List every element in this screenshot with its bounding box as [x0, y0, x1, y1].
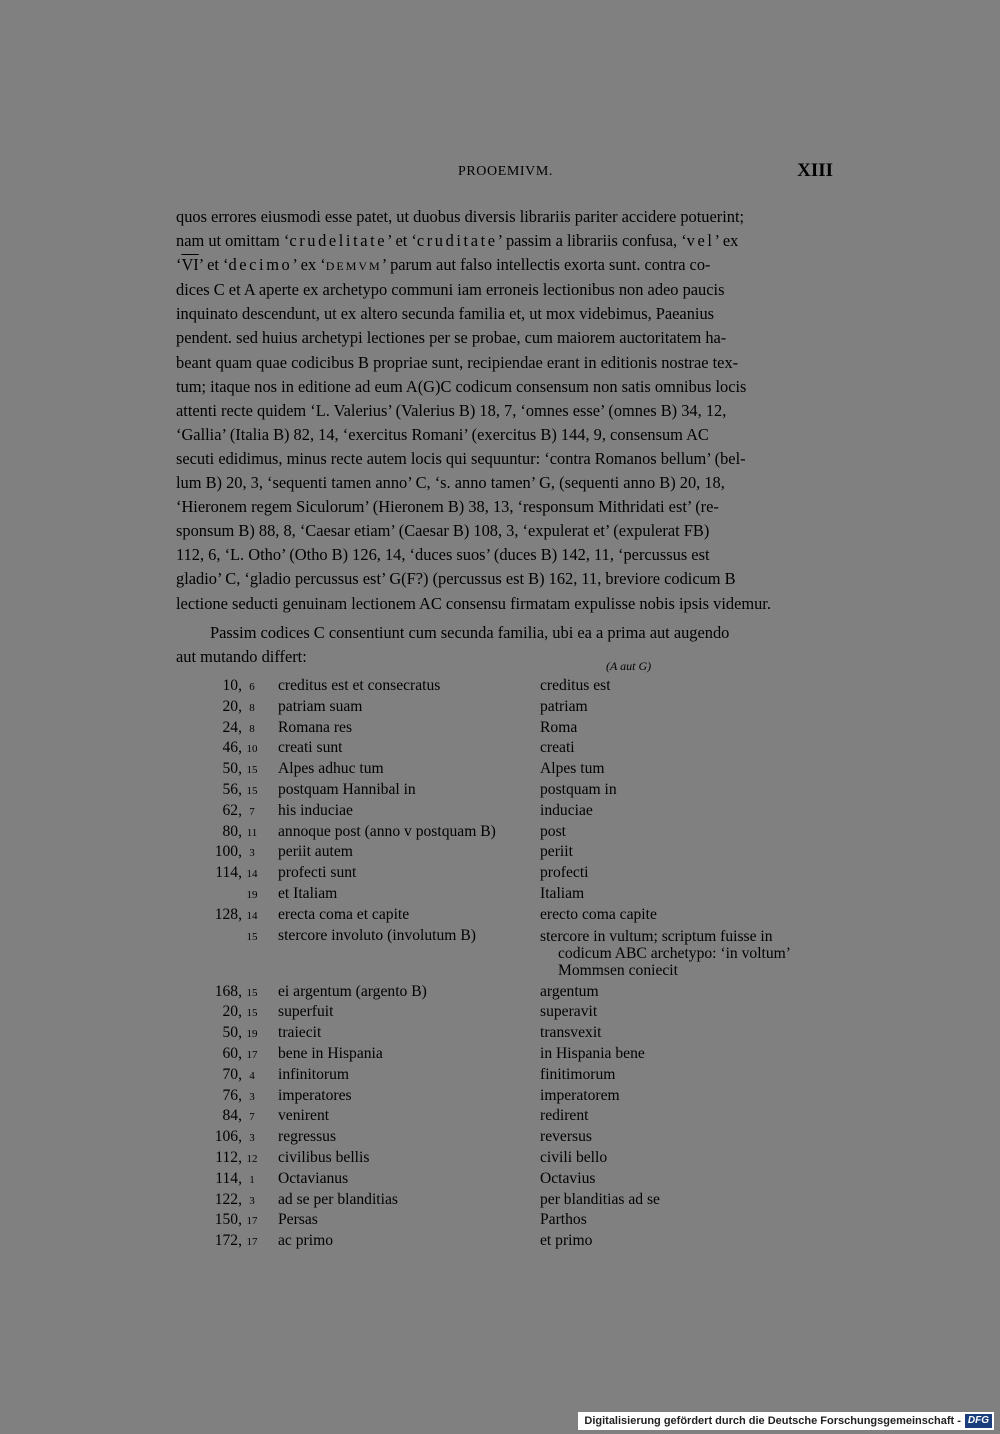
ref-line: 14 — [246, 909, 258, 922]
ref-line: 19 — [246, 888, 258, 901]
reference — [223, 759, 263, 781]
ref-line: 11 — [246, 826, 258, 839]
ref-line: 15 — [246, 764, 258, 777]
variant-line: redirent — [540, 1107, 589, 1125]
variant-reading — [540, 928, 832, 979]
variant-reading — [540, 1044, 832, 1065]
table-row — [0, 676, 1000, 697]
variant-line: post — [540, 822, 566, 840]
variant-line: patriam — [540, 697, 588, 715]
text-line: Passim codices C consentiunt cum secunda familia, ubi ea a prima aut augendo — [210, 623, 730, 642]
text-line: lectione seducti genuinam lectionem AC consensu firmatam expulisse nobis ipsis videmur. — [176, 593, 771, 613]
lemma: regressus — [278, 1128, 337, 1146]
ref-page: 10, — [222, 677, 242, 694]
text-line: 112, 6, ‘L. Otho’ (Otho B) 126, 14, ‘duces suos’ (duces B) 142, 11, ‘percussus est — [176, 545, 710, 565]
ref-page: 114, — [215, 1169, 242, 1187]
ref-page: 122, — [214, 1190, 242, 1208]
ref-line: 15 — [246, 986, 258, 999]
running-title: PROOEMIVM. — [457, 164, 554, 179]
reference — [215, 842, 262, 864]
ref-line: 15 — [246, 784, 258, 797]
ref-page: 20, — [222, 697, 242, 715]
lemma: periit autem — [278, 843, 353, 861]
table-row — [0, 759, 1000, 780]
variant-line: reversus — [540, 1128, 592, 1146]
variant-line: Alpes tum — [540, 760, 605, 778]
table-row — [0, 1169, 1000, 1190]
reference — [223, 1065, 263, 1087]
variant-line: periit — [540, 843, 573, 861]
text-line: inquinato descendunt, ut ex altero secunda familia et, ut mox videbimus, Paeanius — [176, 304, 715, 324]
lemma: creati sunt — [278, 739, 343, 757]
table-row — [0, 982, 1000, 1003]
variant-line: Italiam — [540, 884, 585, 902]
ref-line: 7 — [249, 1111, 255, 1124]
table-row — [0, 718, 1000, 739]
variant-line: in Hispania bene — [540, 1044, 645, 1062]
table-row — [0, 1044, 1000, 1065]
lemma: imperatores — [278, 1086, 352, 1104]
lemma: ad se per blanditias — [278, 1190, 398, 1208]
variant-reading — [540, 1002, 832, 1023]
ref-line: 15 — [246, 930, 258, 943]
ref-page: 46, — [222, 739, 242, 757]
variant-reading — [540, 1169, 832, 1190]
text-line: dices C et A aperte ex archetypo communi iam erroneis lectionibus non adeo paucis — [176, 280, 725, 300]
table-row — [0, 1023, 1000, 1044]
variant-line: induciae — [540, 801, 593, 819]
variant-line: per blanditias ad se — [540, 1190, 660, 1208]
ref-line: 8 — [249, 722, 255, 735]
lemma: Persas — [278, 1211, 318, 1229]
table-row — [0, 1127, 1000, 1148]
variant-line: superavit — [540, 1003, 598, 1021]
table-row — [0, 780, 1000, 801]
lemma: civilibus bellis — [278, 1148, 370, 1166]
variant-reading — [540, 822, 832, 843]
text-line: quos errores eiusmodi esse patet, ut duobus diversis librariis pariter accidere potuerint; — [176, 207, 745, 226]
variant-reading — [540, 842, 832, 863]
lemma: superfuit — [278, 1003, 334, 1021]
lemma: traiecit — [278, 1024, 322, 1042]
reference — [223, 1106, 263, 1128]
ref-line: 3 — [249, 1132, 255, 1145]
lemma: Octavianus — [278, 1169, 349, 1187]
ref-line: 12 — [246, 1152, 258, 1165]
lemma: stercore involuto (involutum B) — [278, 926, 476, 944]
variant-reading — [540, 1086, 832, 1107]
table-row — [0, 1002, 1000, 1023]
variant-reading — [540, 738, 832, 759]
ref-line: 3 — [249, 1194, 255, 1207]
variant-line: imperatorem — [540, 1086, 620, 1104]
ref-line: 19 — [246, 1028, 258, 1041]
variant-line: codicum ABC archetypo: ‘in voltum’ — [558, 944, 791, 962]
lemma: his induciae — [278, 801, 353, 819]
reference — [223, 1023, 263, 1045]
ref-page: 128, — [214, 905, 242, 923]
text-line: attenti recte quidem ‘L. Valerius’ (Valerius B) 18, 7, ‘omnes esse’ (omnes B) 34, 12, — [176, 400, 727, 420]
lemma: Alpes adhuc tum — [278, 760, 384, 778]
ref-line: 8 — [249, 701, 255, 714]
variant-line: Mommsen coniecit — [558, 961, 678, 979]
ref-page: 60, — [222, 1044, 242, 1062]
variant-line: stercore in vultum; scriptum fuisse in — [540, 927, 773, 945]
reference — [223, 676, 263, 698]
reference — [223, 801, 263, 823]
ref-line: 4 — [249, 1069, 255, 1082]
variant-line: profecti — [540, 864, 589, 882]
ref-line: 10 — [246, 743, 258, 756]
text-line: ‘$\overline{VI}$’ et ‘decimo’ ex ‘DEMVM’ parum aut falso intellectis exorta sunt. contra co- — [176, 255, 711, 275]
reference — [215, 1169, 262, 1191]
table-row — [0, 884, 1000, 905]
variant-reading — [540, 801, 832, 822]
lemma: profecti sunt — [278, 864, 357, 882]
page-number: XIII — [797, 160, 833, 181]
reference — [242, 884, 262, 906]
lemma: infinitorum — [278, 1065, 350, 1083]
reference — [215, 1127, 262, 1149]
text-line: aut mutando differt: — [176, 647, 307, 667]
ref-page: 50, — [222, 1024, 242, 1042]
text-line: pendent. sed huius archetypi lectiones per se probae, cum maiorem auctoritatem ha- — [176, 328, 727, 348]
ref-page: 76, — [222, 1086, 242, 1104]
table-row — [0, 1086, 1000, 1107]
text-line: lum B) 20, 3, ‘sequenti tamen anno’ C, ‘s. anno tamen’ G, (sequenti anno B) 20, 18, — [176, 473, 725, 493]
text-line: beant quam quae codicibus B propriae sunt, recipiendae erant in editionis nostrae tex- — [176, 352, 739, 372]
variant-reading — [540, 1023, 832, 1044]
table-row — [0, 1106, 1000, 1127]
table-row — [0, 863, 1000, 884]
text-line: gladio’ C, ‘gladio percussus est’ G(F?) (percussus est B) 162, 11, breviore codicum B — [176, 569, 736, 589]
variant-line: Parthos — [540, 1211, 587, 1229]
variant-line: creditus est — [540, 677, 611, 694]
ref-page: 80, — [222, 822, 242, 840]
lemma: Romana res — [278, 718, 353, 736]
dfg-logo: DFG — [965, 1414, 992, 1428]
lemma: venirent — [278, 1107, 330, 1125]
variant-reading — [540, 759, 832, 780]
lemma: patriam suam — [278, 697, 363, 715]
reference — [223, 1044, 263, 1066]
reference — [215, 863, 262, 885]
ref-page: 62, — [222, 801, 242, 819]
lemma: annoque post (anno v postquam B) — [278, 822, 496, 840]
table-row — [0, 801, 1000, 822]
ref-line: 6 — [249, 681, 255, 693]
reference — [223, 1086, 263, 1108]
variant-reading — [540, 905, 832, 926]
variant-table — [0, 676, 1000, 1252]
ref-line: 1 — [249, 1173, 255, 1186]
ref-page: 70, — [222, 1065, 242, 1083]
text-line: secuti edidimus, minus recte autem locis qui sequuntur: ‘contra Romanos bellum’ (bel- — [176, 448, 746, 468]
ref-page: 168, — [214, 982, 242, 1000]
table-row — [0, 1190, 1000, 1211]
reference — [215, 1148, 262, 1170]
variant-line: et primo — [540, 1232, 593, 1250]
ref-line: 14 — [246, 868, 258, 881]
table-row — [0, 1231, 1000, 1252]
ref-page: 56, — [222, 780, 242, 798]
variant-reading — [540, 1065, 832, 1086]
variant-line: finitimorum — [540, 1065, 616, 1083]
paragraph-2 — [176, 621, 832, 669]
ref-page: 24, — [222, 718, 242, 736]
reference — [223, 1002, 263, 1024]
table-row — [0, 926, 1000, 982]
reference — [223, 738, 263, 760]
variant-reading — [540, 1127, 832, 1148]
paragraph-1 — [176, 205, 832, 616]
ref-page: 114, — [215, 864, 242, 882]
variant-reading — [540, 1210, 832, 1231]
footer-text: Digitalisierung gefördert durch die Deutsche Forschungsgemeinschaft - — [584, 1415, 961, 1427]
table-row — [0, 697, 1000, 718]
variant-reading — [540, 718, 832, 739]
reference — [215, 1231, 262, 1253]
ref-page: 100, — [214, 843, 242, 861]
variant-line: erecto coma capite — [540, 905, 657, 923]
ref-page: 50, — [222, 760, 242, 778]
reference — [215, 905, 262, 927]
table-row — [0, 1065, 1000, 1086]
variant-line: civili bello — [540, 1148, 608, 1166]
text-line: ‘Gallia’ (Italia B) 82, 14, ‘exercitus Romani’ (exercitus B) 144, 9, consensum AC — [176, 424, 709, 444]
reference — [215, 982, 262, 1004]
lemma: ac primo — [278, 1232, 333, 1250]
variant-reading — [540, 982, 832, 1003]
variant-line: argentum — [540, 982, 599, 1000]
variant-line: Roma — [540, 718, 578, 736]
ref-line: 17 — [246, 1236, 258, 1249]
reference — [223, 822, 263, 844]
column-head: (A aut G) — [606, 659, 652, 673]
ref-page: 20, — [222, 1003, 242, 1021]
ref-page: 172, — [214, 1232, 242, 1250]
lemma: postquam Hannibal in — [278, 780, 416, 798]
text-line: sponsum B) 88, 8, ‘Caesar etiam’ (Caesar B) 108, 3, ‘expulerat et’ (expulerat FB) — [176, 521, 710, 541]
ref-page: 106, — [214, 1128, 242, 1146]
variant-reading — [540, 1231, 832, 1252]
lemma: bene in Hispania — [278, 1044, 383, 1062]
table-row — [0, 822, 1000, 843]
variant-reading — [540, 1190, 832, 1211]
lemma: erecta coma et capite — [278, 905, 410, 923]
lemma: et Italiam — [278, 884, 338, 902]
reference — [215, 1190, 262, 1212]
ref-page: 150, — [214, 1211, 242, 1229]
text-line: nam ut omittam ‘crudelitate’ et ‘cruditate’ passim a librariis confusa, ‘vel’ ex — [176, 231, 739, 251]
table-row — [0, 738, 1000, 759]
lemma: creditus est et consecratus — [278, 677, 441, 694]
text-line: tum; itaque nos in editione ad eum A(G)C codicum consensum non satis omnibus locis — [176, 376, 747, 396]
variant-reading — [540, 676, 832, 697]
ref-line: 15 — [246, 1007, 258, 1020]
ref-page: 84, — [222, 1107, 242, 1125]
table-row — [0, 1210, 1000, 1231]
variant-line: postquam in — [540, 780, 617, 798]
reference — [223, 718, 263, 740]
running-head — [178, 160, 833, 184]
variant-reading — [540, 697, 832, 718]
reference — [223, 780, 263, 802]
ref-line: 3 — [249, 847, 255, 860]
variant-line: transvexit — [540, 1024, 602, 1042]
lemma: ei argentum (argento B) — [278, 982, 427, 1000]
variant-reading — [540, 1106, 832, 1127]
variant-reading — [540, 884, 832, 905]
variant-reading — [540, 863, 832, 884]
digitization-footer — [578, 1412, 994, 1430]
ref-line: 17 — [246, 1215, 258, 1228]
text-line: ‘Hieronem regem Siculorum’ (Hieronem B) 38, 13, ‘responsum Mithridati est’ (re- — [176, 497, 719, 517]
reference — [223, 697, 263, 719]
reference — [215, 1210, 262, 1232]
table-row — [0, 905, 1000, 926]
table-row — [0, 842, 1000, 863]
table-row — [0, 1148, 1000, 1169]
ref-line: 3 — [249, 1090, 255, 1103]
variant-reading — [540, 780, 832, 801]
ref-line: 17 — [246, 1048, 258, 1061]
variant-line: creati — [540, 739, 575, 757]
variant-line: Octavius — [540, 1169, 596, 1187]
ref-page: 112, — [215, 1148, 242, 1166]
ref-line: 7 — [249, 805, 255, 818]
reference — [242, 926, 262, 948]
variant-reading — [540, 1148, 832, 1169]
